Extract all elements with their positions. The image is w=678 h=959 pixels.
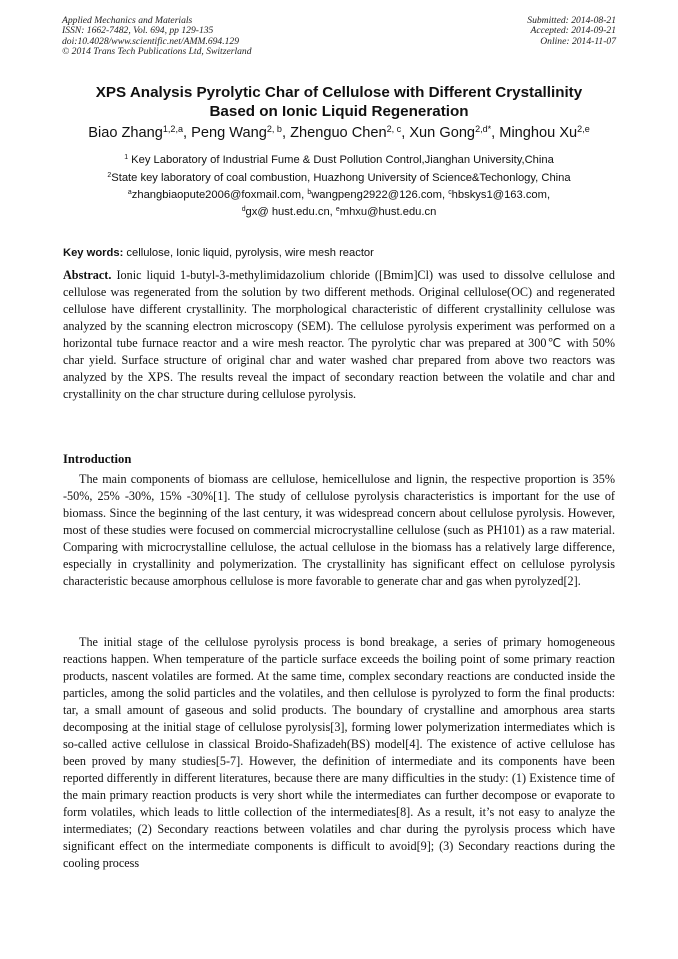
- introduction-heading: Introduction: [63, 452, 132, 466]
- author-name: Biao Zhang: [88, 125, 163, 141]
- abstract-text: Ionic liquid 1-butyl-3-methylimidazolium chloride ([Bmim]Cl) was used to dissolve cellulose and cellulose was regenerated from the solution by two different methods. Original cellulose(OC) and regenerated cellulose have different crystallinity. The morphological characteristic of different crystallinity cellulose was analyzed by the scanning electron microscopy (SEM). The cellulose pyrolysis experiment was performed on a horizontal tube furnace reactor and a wire mesh reactor. The pyrolytic char was prepared at 300℃ with 50% char yield. Surface structure of original char and water washed char prepared from above two reactors was analyzed by the XPS. The results reveal the impact of secondary reaction between the volatile and char and crystallinity on the char structure during cellulose pyrolysis.: [63, 268, 615, 401]
- introduction-paragraph-1: [63, 471, 615, 590]
- title-line-2: Based on Ionic Liquid Regeneration: [209, 103, 469, 120]
- email-address[interactable]: gx@ hust.edu.cn,: [245, 206, 336, 218]
- author-affiliation-mark: 2, b: [266, 124, 282, 135]
- keywords: [63, 246, 374, 260]
- journal-header-left: [62, 16, 252, 58]
- journal-name: Applied Mechanics and Materials: [62, 15, 193, 26]
- online-date: Online: 2014-11-07: [540, 35, 616, 47]
- email-address[interactable]: hbskys1@163.com,: [451, 189, 551, 201]
- email-line-1: [20, 188, 658, 202]
- email-mark: b: [307, 189, 312, 197]
- paragraph-text: The initial stage of the cellulose pyrolysis process is bond breakage, a series of primary homogeneous reactions happen. When temperature of the particle surface exceeds the boiling point of some primary reaction products, nascent volatiles are formed. At the same time, complex secondary reactions are conducted inside the particles, among the solid particles and the volatiles, and then cellulose is pyrolyzed to form the final products: tar, a small amount of gaseous and solid products. The boundary of crystalline and amorphous area starts decomposing at the initial stage of cellulose pyrolysis[3], forming lower polymerization intermediates which is so-called active cellulose in classical Broido-Shafizadeh(BS) model[4]. The existence of active cellulose has been proved by many studies[5-7]. However, the definition of intermediate and its components have been reported differently in different literatures, because there are many difficulties in the study: (1) Existence time of the main primary reaction products is very short while the intermediates can further decompose or evaporate to form volatiles, which leads to little collection of the intermediates[8]. As a result, it’s not easy to analyze the intermediates; (2) Secondary reactions between volatiles and char during the pyrolysis process which have significant effect on the intermediate components is difficult to avoid[9]; (3) Secondary reactions during the cooling process: [63, 635, 615, 870]
- abstract: [63, 267, 615, 403]
- author-list: Biao Zhang$^{1,2,a}$, Peng Wang$^{2, b}$, Zhenguo Chen$^{2, c}$, Xun Gong$^{2,d*}$, Minghou Xu$^{2,e}$: [88, 124, 590, 141]
- affiliation-text: State key laboratory of coal combustion, Huazhong University of Science&Techonlogy, China: [111, 172, 571, 184]
- affiliation-mark: 1: [124, 154, 129, 162]
- accepted-date: Accepted: 2014-09-21: [530, 25, 616, 37]
- journal-header-right: [527, 16, 616, 47]
- keywords-text: cellulose, Ionic liquid, pyrolysis, wire mesh reactor: [123, 247, 374, 259]
- email-address[interactable]: mhxu@hust.edu.cn: [339, 206, 437, 218]
- title-line-1: XPS Analysis Pyrolytic Char of Cellulose with Different Crystallinity: [95, 84, 583, 101]
- author-affiliation-mark: 2,d*: [475, 124, 492, 135]
- paragraph-text: The main components of biomass are cellulose, hemicellulose and lignin, the respective proportion is 35% -50%, 25% -30%, 15% -30%[1]. The study of cellulose pyrolysis characteristics is important for the use of biomass. Since the beginning of the last century, it was widespread concern about cellulose pyrolysis. However, most of these studies were focused on commercial microcrystalline cellulose (such as PH101) as a raw material. Comparing with microcrystalline cellulose, the actual cellulose in the biomass has a relatively large difference, especially in crystallinity and polymerization. The crystallinity has significant effect on cellulose pyrolysis characteristic because amorphous cellulose is more favorable to generate char and gas when pyrolyzed[2].: [63, 472, 615, 588]
- author-name: Peng Wang: [191, 125, 267, 141]
- author-name: Xun Gong: [409, 125, 476, 141]
- email-address[interactable]: wangpeng2922@126.com,: [311, 189, 449, 201]
- email-mark: d: [241, 206, 246, 214]
- author-affiliation-mark: 2,e: [577, 124, 590, 135]
- email-line-2: [20, 205, 658, 219]
- keywords-label: Key words:: [63, 247, 124, 259]
- email-mark: e: [335, 206, 340, 214]
- author-name: Zhenguo Chen: [290, 125, 387, 141]
- doi-line: doi:10.4028/www.scientific.net/AMM.694.129: [62, 35, 240, 47]
- introduction-paragraph-2: [63, 634, 615, 872]
- abstract-label: Abstract.: [63, 268, 112, 282]
- affiliation-2: [20, 171, 658, 185]
- paper-title: [40, 83, 638, 121]
- submitted-date: Submitted: 2014-08-21: [527, 15, 616, 26]
- email-mark: c: [448, 189, 452, 197]
- author-affiliation-mark: 1,2,a: [162, 124, 184, 135]
- email-address[interactable]: zhangbiaopute2006@foxmail.com,: [131, 189, 308, 201]
- author-name: Minghou Xu: [499, 125, 578, 141]
- issn-line: ISSN: 1662-7482, Vol. 694, pp 129-135: [62, 25, 214, 37]
- affiliation-1: [20, 153, 658, 167]
- copyright-line: © 2014 Trans Tech Publications Ltd, Switzerland: [62, 46, 252, 58]
- affiliation-text: Key Laboratory of Industrial Fume & Dust Pollution Control,Jianghan University,China: [128, 154, 554, 166]
- affiliation-mark: 2: [107, 172, 112, 180]
- author-affiliation-mark: 2, c: [386, 124, 402, 135]
- email-mark: a: [127, 189, 132, 197]
